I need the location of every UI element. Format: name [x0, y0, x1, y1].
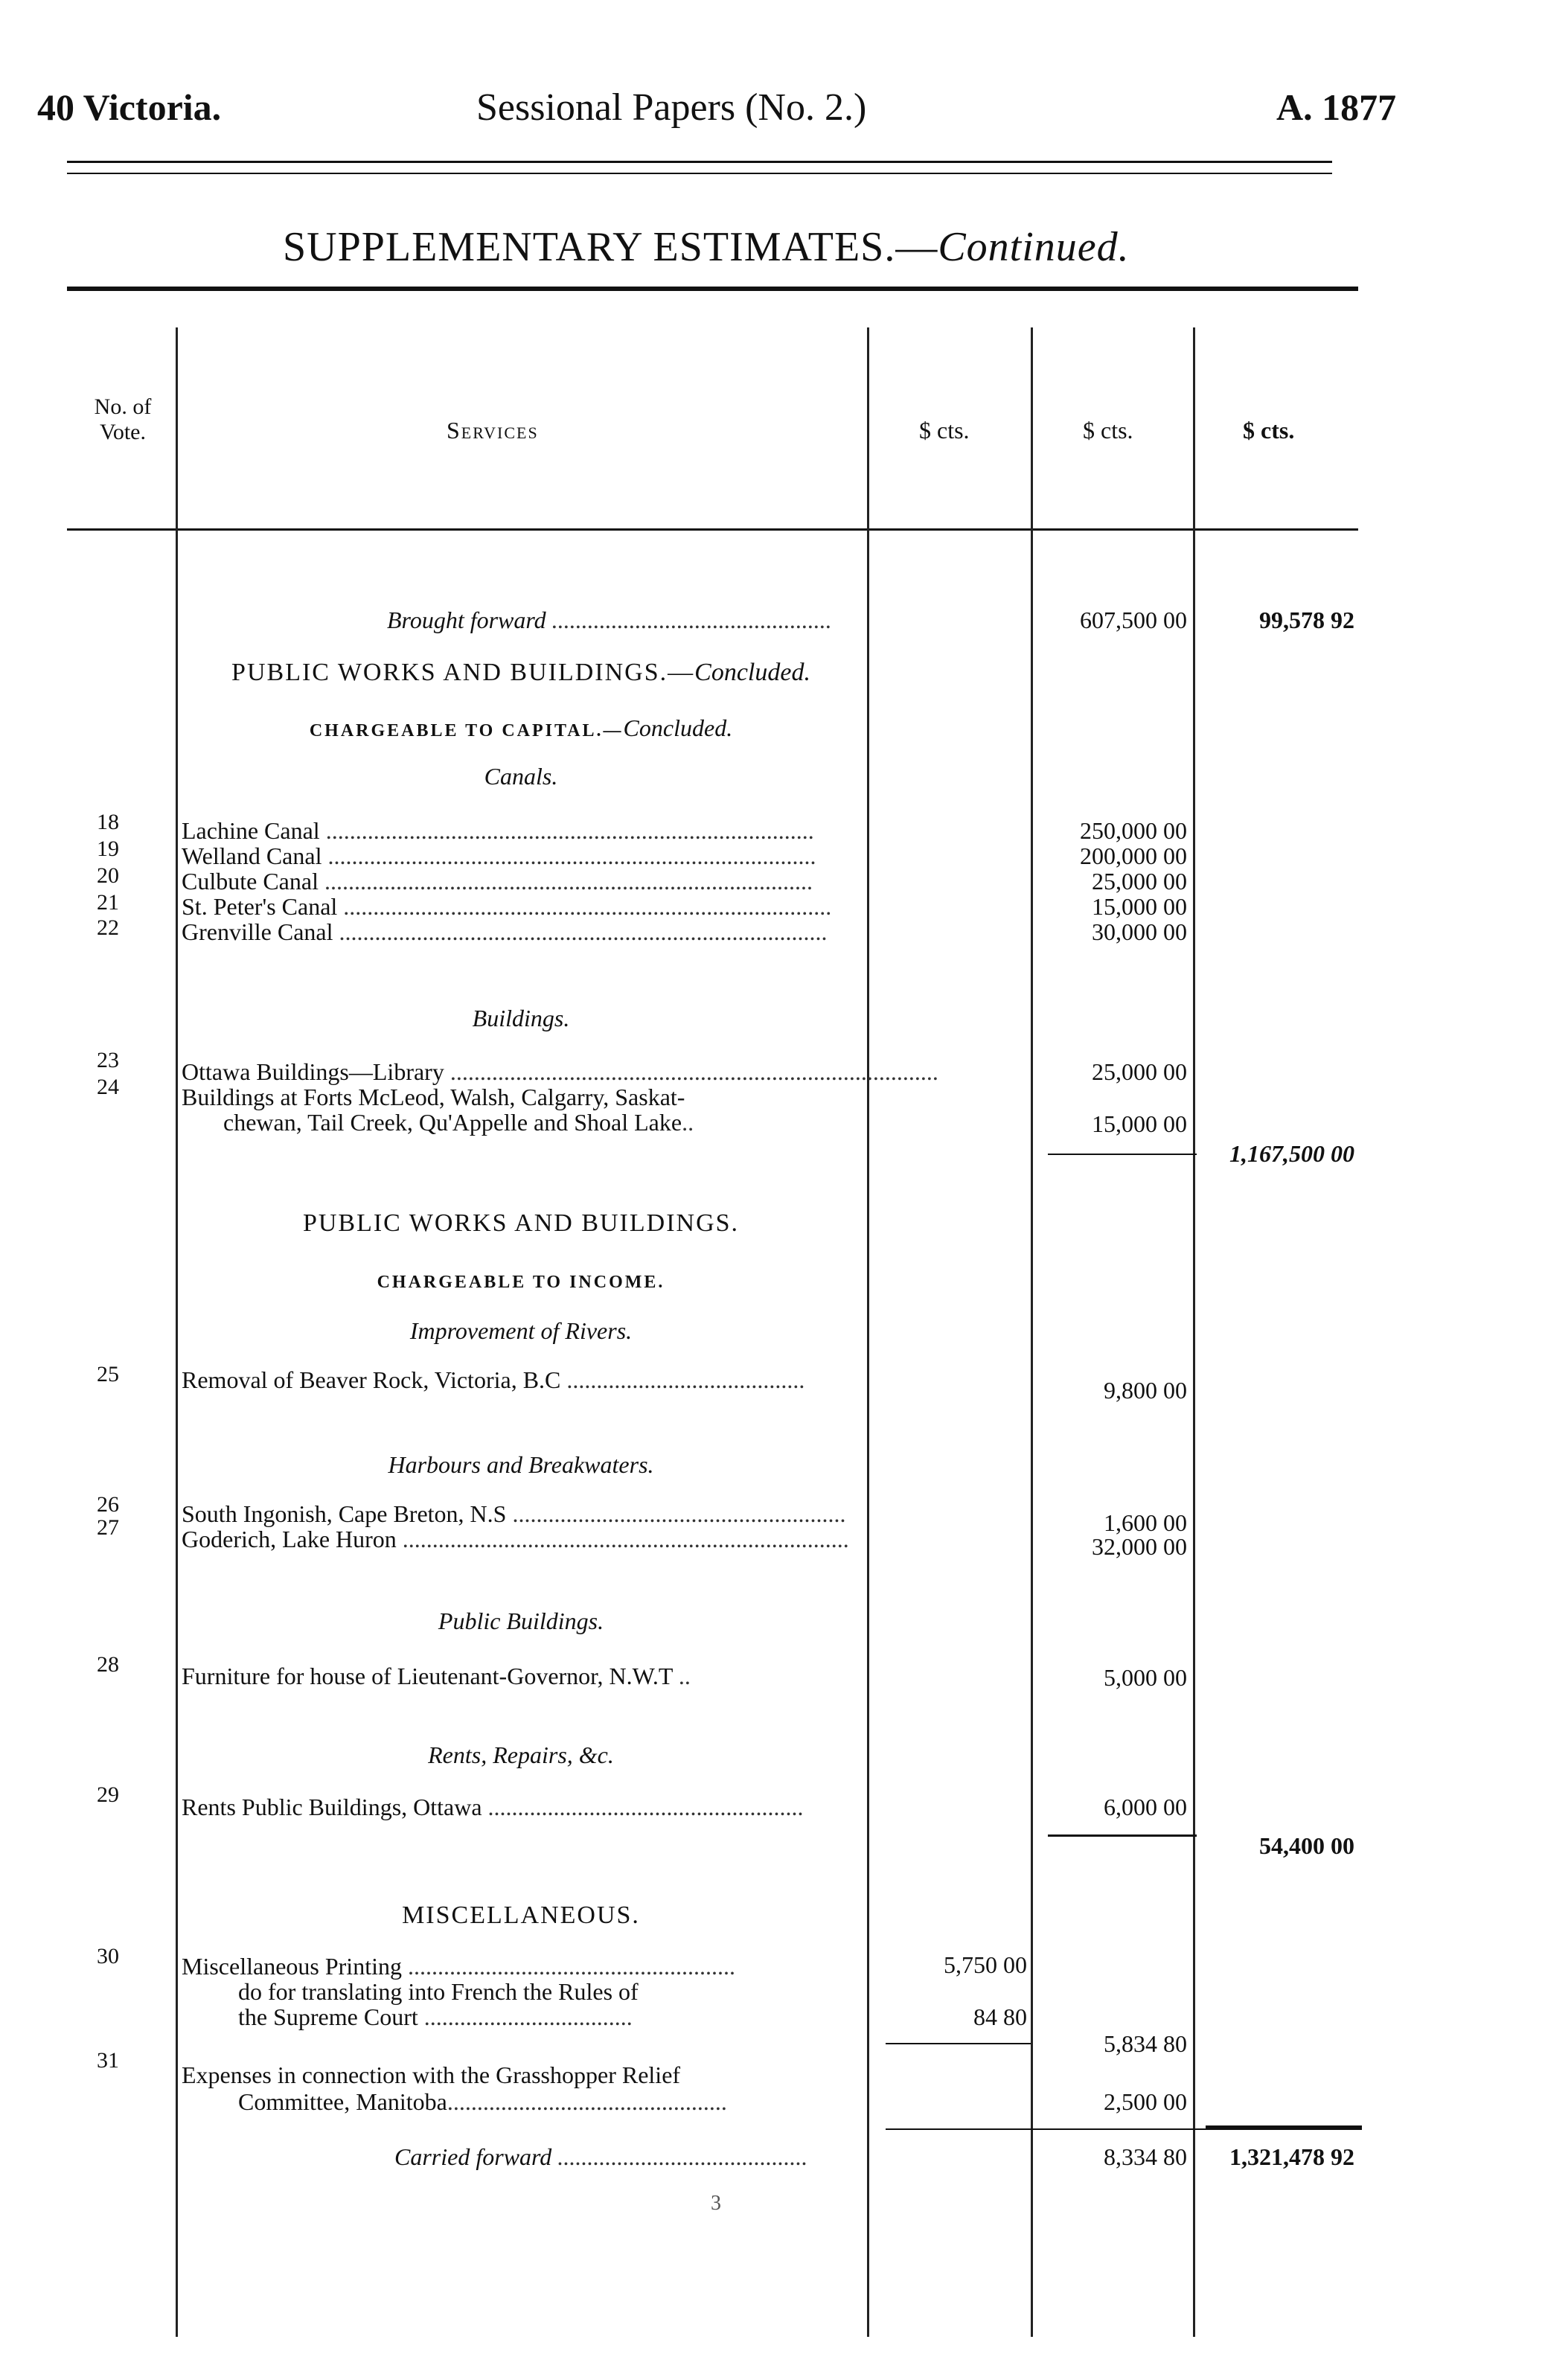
income-total: 54,400 00 [1259, 1832, 1354, 1859]
canal-lachine: Lachine Canal .................................................................................. [182, 817, 814, 844]
misc-translating-line2: the Supreme Court ................................... [238, 2003, 633, 2030]
vote-25: 25 [97, 1362, 119, 1386]
misc-translating-amount: 84 80 [973, 2003, 1027, 2030]
header-rule-2 [67, 173, 1332, 174]
vote-31: 31 [97, 2048, 119, 2073]
building-ottawa-library: Ottawa Buildings—Library .................................................................................. [182, 1058, 938, 1085]
canal-st-peters: St. Peter's Canal .................................................................................. [182, 893, 832, 920]
carried-forward-amount2: 8,334 80 [1104, 2143, 1187, 2170]
harbours-heading: Harbours and Breakwaters. [388, 1451, 654, 1478]
buildings-heading: Buildings. [472, 1005, 570, 1031]
capital-subtotal-rule [1048, 1154, 1197, 1155]
col-divider-4 [1193, 327, 1195, 2337]
canal-grenville: Grenville Canal .................................................................................. [182, 918, 828, 945]
canal-culbute: Culbute Canal .................................................................................. [182, 868, 813, 895]
colhead-rule [67, 528, 1358, 531]
canal-culbute-amount: 25,000 00 [1092, 868, 1187, 895]
vote-19: 19 [97, 836, 119, 861]
col-divider-2 [867, 327, 869, 2337]
header-rule-1 [67, 161, 1332, 163]
vote-21: 21 [97, 890, 119, 915]
section-income-heading: PUBLIC WORKS AND BUILDINGS. [302, 1209, 740, 1237]
section-capital-subheading: CHARGEABLE TO CAPITAL.—Concluded. [309, 714, 733, 741]
vote-22: 22 [97, 915, 119, 940]
river-beaver-rock-amount: 9,800 00 [1104, 1377, 1187, 1404]
harbour-goderich-amount: 32,000 00 [1092, 1533, 1187, 1560]
furniture-lieutenant-governor-amount: 5,000 00 [1104, 1664, 1187, 1691]
building-forts-line2: chewan, Tail Creek, Qu'Appelle and Shoal Lake.. [223, 1109, 694, 1136]
col-amount1-header: $ cts. [919, 417, 970, 444]
misc-grasshopper: Expenses in connection with the Grasshopper Relief [182, 2061, 681, 2088]
capital-total: 1,167,500 00 [1229, 1140, 1354, 1167]
building-ottawa-library-amount: 25,000 00 [1092, 1058, 1187, 1085]
misc-printing: Miscellaneous Printing ....................................................... [182, 1953, 735, 1980]
brought-forward-label: Brought forward ............................................... [387, 607, 832, 633]
canal-lachine-amount: 250,000 00 [1080, 817, 1187, 844]
title-main: SUPPLEMENTARY ESTIMATES.— [283, 224, 938, 270]
carried-forward-label: Carried forward .......................................... [394, 2143, 808, 2170]
brought-forward-amount3: 99,578 92 [1259, 607, 1354, 633]
col-divider-1 [176, 327, 178, 2337]
vote-23: 23 [97, 1048, 119, 1072]
page-mark: 3 [711, 2192, 721, 2215]
vote-29: 29 [97, 1782, 119, 1807]
misc-heading: MISCELLANEOUS. [402, 1901, 640, 1929]
vote-27: 27 [97, 1515, 119, 1540]
title-rule [67, 287, 1358, 291]
vote-28: 28 [97, 1652, 119, 1677]
public-buildings-heading: Public Buildings. [438, 1608, 604, 1634]
harbour-south-ingonish-amount: 1,600 00 [1104, 1509, 1187, 1536]
page-title [283, 223, 1130, 271]
misc-grasshopper-line2: Committee, Manitoba............................................... [238, 2088, 727, 2115]
carried-forward-amount3: 1,321,478 92 [1229, 2143, 1354, 2170]
building-forts-amount: 15,000 00 [1092, 1110, 1187, 1137]
canal-st-peters-amount: 15,000 00 [1092, 893, 1187, 920]
canal-welland: Welland Canal .................................................................................. [182, 842, 816, 869]
rivers-heading: Improvement of Rivers. [409, 1317, 633, 1344]
col-amount3-header: $ cts. [1243, 417, 1295, 444]
col-services-header: Services [447, 417, 539, 444]
brought-forward-amount2: 607,500 00 [1080, 607, 1187, 633]
canal-welland-amount: 200,000 00 [1080, 842, 1187, 869]
river-beaver-rock: Removal of Beaver Rock, Victoria, B.C ........................................ [182, 1366, 805, 1393]
col-vote-header: No. of Vote. [94, 394, 152, 444]
rents-public-buildings: Rents Public Buildings, Ottawa ..................................................... [182, 1794, 804, 1820]
carried-rule-thick [1206, 2125, 1362, 2129]
misc-printing-amount: 5,750 00 [944, 1951, 1027, 1978]
section-income-subheading: CHARGEABLE TO INCOME. [377, 1273, 665, 1292]
harbour-south-ingonish: South Ingonish, Cape Breton, N.S ........................................................ [182, 1500, 846, 1527]
vote-20: 20 [97, 863, 119, 888]
building-forts: Buildings at Forts McLeod, Walsh, Calgarry, Saskat- [182, 1084, 685, 1110]
col-amount2-header: $ cts. [1083, 417, 1133, 444]
income-subtotal-rule [1048, 1834, 1197, 1837]
misc-grasshopper-amount: 2,500 00 [1104, 2088, 1187, 2115]
canals-heading: Canals. [484, 763, 558, 790]
rents-heading: Rents, Repairs, &c. [428, 1741, 614, 1768]
vote-26: 26 [97, 1492, 119, 1517]
harbour-goderich: Goderich, Lake Huron ........................................................................... [182, 1526, 849, 1552]
vote-24: 24 [97, 1075, 119, 1099]
misc-subtotal-rule [886, 2043, 1031, 2044]
canal-grenville-amount: 30,000 00 [1092, 918, 1187, 945]
furniture-lieutenant-governor: Furniture for house of Lieutenant-Governor, N.W.T .. [182, 1663, 691, 1689]
header-right: A. 1877 [1276, 86, 1397, 128]
title-italic: Continued. [938, 224, 1130, 270]
vote-18: 18 [97, 810, 119, 834]
col-divider-3 [1031, 327, 1033, 2337]
header-left: 40 Victoria. [37, 86, 222, 128]
rents-public-buildings-amount: 6,000 00 [1104, 1794, 1187, 1820]
misc-printing-subtotal: 5,834 80 [1104, 2030, 1187, 2057]
section-capital-heading: PUBLIC WORKS AND BUILDINGS.—Concluded. [231, 659, 810, 686]
misc-translating: do for translating into French the Rules of [238, 1978, 639, 2005]
header-center: Sessional Papers (No. 2.) [476, 86, 867, 129]
vote-30: 30 [97, 1944, 119, 1968]
